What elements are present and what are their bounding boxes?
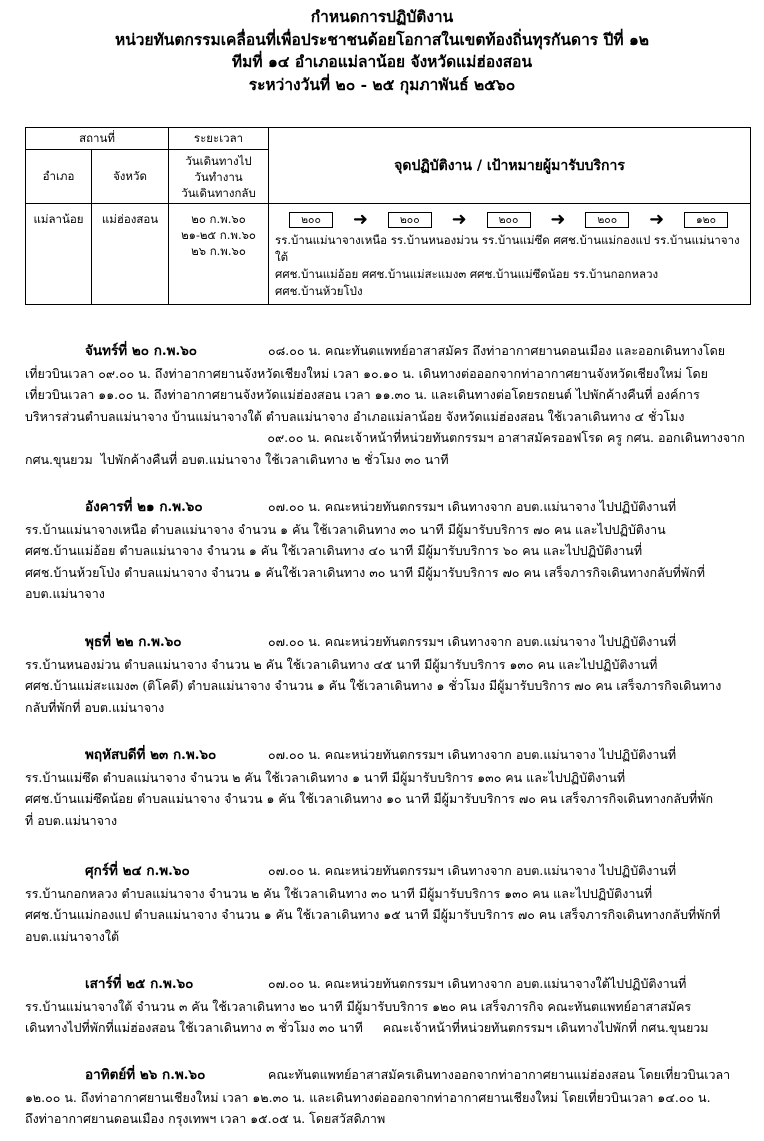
- day-heading: พุธที่ ๒๒ ก.พ.๖๐: [85, 634, 182, 650]
- day-first-line: [25, 1064, 750, 1087]
- title-line-1: กำหนดการปฏิบัติงาน: [310, 7, 454, 26]
- header-place: สถานที่: [26, 128, 169, 150]
- day-first-text: ๐๗.๐๐ น. คณะหน่วยทันตกรรมฯ เดินทางจาก อบต.แม่นาจาง ไปปฏิบัติงานที่: [268, 634, 677, 649]
- day-section: [25, 744, 750, 831]
- arrow-right-icon: ➜: [649, 209, 665, 230]
- day-text-line: กลับที่พักที่ อบต.แม่นาจาง: [25, 699, 165, 715]
- day-text-line: ศศช.บ้านแม่กองแป ตำบลแม่นาจาง จำนวน ๑ คัน ใช้เวลาเดินทาง ๑๕ นาที มีผู้มารับบริการ ๗๐ คน เสร็จภารกิจเดินทางกลับที่พักที่: [25, 907, 721, 923]
- day-text-line: อบต.แม่นาจาง: [25, 586, 105, 602]
- day-text-line: ศศช.บ้านแม่ซึดน้อย ตำบลแม่นาจาง จำนวน ๑ คัน ใช้เวลาเดินทาง ๑๐ นาที มีผู้มารับบริการ ๗๐ คน เสร็จภารกิจเดินทางกลับที่พัก: [25, 791, 714, 807]
- places-line: รร.บ้านแม่นาจางเหนือ รร.บ้านหนองม่วน รร.บ้านแม่ซึด ศศช.บ้านแม่กองแป รร.บ้านแม่นาจางใต้: [275, 233, 740, 264]
- day-text-line: รร.บ้านแม่ซึด ตำบลแม่นาจาง จำนวน ๒ คัน ใช้เวลาเดินทาง ๑ นาที มีผู้มารับบริการ ๑๓๐ คน และไปปฏิบัติงานที่: [25, 769, 626, 785]
- day-section: [25, 1064, 750, 1130]
- day-heading: พฤหัสบดีที่ ๒๓ ก.พ.๖๐: [85, 747, 217, 763]
- day-text-line: ศศช.บ้านห้วยโป่ง ตำบลแม่นาจาง จำนวน ๑ คันใช้เวลาเดินทาง ๓๐ นาที มีผู้มารับบริการ ๗๐ คน เสร็จภารกิจเดินทางกลับที่พักที่: [25, 564, 705, 580]
- day-text-line: ศศช.บ้านแม่อ้อย ตำบลแม่นาจาง จำนวน ๑ คัน ใช้เวลาเดินทาง ๔๐ นาที มีผู้มารับบริการ ๖๐ คน และไปปฏิบัติงานที่: [25, 543, 643, 559]
- day-text-line: บริหารส่วนตำบลแม่นาจาง บ้านแม่นาจางใต้ ตำบลแม่นาจาง อำเภอแม่ลาน้อย จังหวัดแม่ฮ่องสอน ใช้เวลาเดินทาง ๔ ชั่วโมง: [25, 408, 685, 424]
- day-first-text: ๐๘.๐๐ น. คณะทันตแพทย์อาสาสมัคร ถึงท่าอากาศยานดอนเมือง และออกเดินทางโดย: [268, 343, 726, 358]
- day-text-line: ๐๙.๐๐ น. คณะเจ้าหน้าที่หน่วยทันตกรรมฯ อาสาสมัครออฟโรด ครู กศน. ออกเดินทางจาก: [25, 430, 745, 446]
- day-first-line: [25, 744, 750, 767]
- day-heading: จันทร์ที่ ๒๐ ก.พ.๖๐: [85, 343, 198, 359]
- day-text-line: อบต.แม่นาจางใต้: [25, 928, 120, 944]
- day-text-line: รร.บ้านกอกหลวง ตำบลแม่นาจาง จำนวน ๒ คัน ใช้เวลาเดินทาง ๓๐ นาที มีผู้มารับบริการ ๑๓๐ คน และไปปฏิบัติงานที่: [25, 885, 653, 901]
- day-text-line: ๑๒.๐๐ น. ถึงท่าอากาศยานเชียงใหม่ เวลา ๑๒.๓๐ น. และเดินทางต่อออกจากท่าอากาศยานเชียงใหม่ โดยเที่ยวบินเวลา ๑๔.๐๐ น.: [25, 1089, 711, 1105]
- day-first-line: [25, 631, 750, 654]
- cell-targets: [269, 204, 751, 305]
- cell-province: แม่ฮ่องสอน: [92, 204, 169, 305]
- day-heading: ศุกร์ที่ ๒๔ ก.พ.๖๐: [85, 863, 190, 879]
- title-line-3: ทีมที่ ๑๔ อำเภอแม่ลาน้อย จังหวัดแม่ฮ่องสอน: [231, 52, 533, 71]
- target-box: ๒๐๐: [388, 212, 432, 228]
- arrow-right-icon: ➜: [352, 209, 368, 230]
- day-text-line: กศน.ขุนยวม ไปพักค้างคืนที่ อบต.แม่นาจาง ใช้เวลาเดินทาง ๒ ชั่วโมง ๓๐ นาที: [25, 451, 449, 467]
- day-first-line: [25, 496, 750, 519]
- day-text-line: เที่ยวบินเวลา ๐๙.๐๐ น. ถึงท่าอากาศยานจังหวัดเชียงใหม่ เวลา ๑๐.๑๐ น. เดินทางต่อออกจากท่าอากาศยานจังหวัดเชียงใหม่ โดย: [25, 365, 708, 381]
- day-heading: อังคารที่ ๒๑ ก.พ.๖๐: [85, 499, 203, 515]
- header-district: อำเภอ: [26, 150, 92, 204]
- header-period-sub: [169, 150, 269, 204]
- table-row: [26, 204, 751, 305]
- target-flow: [269, 204, 750, 232]
- day-text-line: รร.บ้านแม่นาจางเหนือ ตำบลแม่นาจาง จำนวน ๑ คัน ใช้เวลาเดินทาง ๓๐ นาที มีผู้มารับบริการ ๗๐ คน และไปปฏิบัติงาน: [25, 521, 666, 537]
- day-first-line: [25, 860, 750, 883]
- document-header: [0, 6, 764, 96]
- arrow-right-icon: ➜: [550, 209, 566, 230]
- title-line-4: ระหว่างวันที่ ๒๐ - ๒๕ กุมภาพันธ์ ๒๕๖๐: [248, 74, 516, 94]
- day-heading: เสาร์ที่ ๒๕ ก.พ.๖๐: [85, 976, 194, 992]
- day-section: [25, 340, 750, 471]
- header-target: จุดปฏิบัติงาน / เป้าหมายผู้มารับบริการ: [269, 128, 751, 204]
- period-return-label: วันเดินทางกลับ: [181, 185, 256, 200]
- day-first-line: [25, 340, 750, 363]
- arrow-right-icon: ➜: [451, 209, 467, 230]
- cell-district: แม่ลาน้อย: [26, 204, 92, 305]
- header-period: ระยะเวลา: [169, 128, 269, 150]
- service-places: [269, 232, 750, 304]
- day-text-line: เที่ยวบินเวลา ๑๑.๐๐ น. ถึงท่าอากาศยานจังหวัดแม่ฮ่องสอน เวลา ๑๑.๓๐ น. และเดินทางต่อโดยรถยนต์ ไปพักค้างคืนที่ องค์การ: [25, 387, 700, 403]
- date-return: ๒๖ ก.พ.๖๐: [191, 244, 246, 258]
- date-work: ๒๑-๒๕ ก.พ.๖๐: [181, 228, 256, 242]
- day-text-line: ศศช.บ้านแม่สะแมง๓ (ติโคดี) ตำบลแม่นาจาง จำนวน ๑ คัน ใช้เวลาเดินทาง ๑ ชั่วโมง มีผู้มารับบริการ ๗๐ คน เสร็จภารกิจเดินทาง: [25, 678, 722, 694]
- day-section: [25, 860, 750, 947]
- schedule-table: [25, 127, 751, 305]
- day-text-line: รร.บ้านหนองม่วน ตำบลแม่นาจาง จำนวน ๒ คัน ใช้เวลาเดินทาง ๔๕ นาที มีผู้มารับบริการ ๑๓๐ คน และไปปฏิบัติงานที่: [25, 656, 658, 672]
- day-section: [25, 973, 750, 1039]
- day-first-text: ๐๗.๐๐ น. คณะหน่วยทันตกรรมฯ เดินทางจาก อบต.แม่นาจาง ไปปฏิบัติงานที่: [268, 863, 677, 878]
- target-box: ๒๐๐: [289, 212, 333, 228]
- target-box: ๑๒๐: [684, 212, 728, 228]
- target-box: ๒๐๐: [487, 212, 531, 228]
- title-line-2: หน่วยทันตกรรมเคลื่อนที่เพื่อประชาชนด้อยโอกาสในเขตท้องถิ่นทุรกันดาร ปีที่ ๑๒: [114, 29, 650, 49]
- date-go: ๒๐ ก.พ.๖๐: [191, 212, 246, 226]
- period-work-label: วันทำงาน: [194, 169, 243, 184]
- day-first-text: ๐๗.๐๐ น. คณะหน่วยทันตกรรมฯ เดินทางจาก อบต.แม่นาจางใต้ไปปฏิบัติงานที่: [268, 976, 687, 991]
- places-line: ศศช.บ้านห้วยโป่ง: [275, 284, 363, 298]
- day-first-text: คณะทันตแพทย์อาสาสมัครเดินทางออกจากท่าอากาศยานแม่ฮ่องสอน โดยเที่ยวบินเวลา: [268, 1067, 731, 1082]
- cell-dates: [169, 204, 269, 305]
- day-first-text: ๐๗.๐๐ น. คณะหน่วยทันตกรรมฯ เดินทางจาก อบต.แม่นาจาง ไปปฏิบัติงานที่: [268, 499, 677, 514]
- day-section: [25, 496, 750, 605]
- header-province: จังหวัด: [92, 150, 169, 204]
- day-text-line: ที่ อบต.แม่นาจาง: [25, 812, 118, 828]
- day-section: [25, 631, 750, 718]
- day-text-line: ถึงท่าอากาศยานดอนเมือง กรุงเทพฯ เวลา ๑๕.๐๕ น. โดยสวัสดิภาพ: [25, 1111, 386, 1127]
- period-go-label: วันเดินทางไป: [185, 153, 252, 168]
- target-box: ๒๐๐: [585, 212, 629, 228]
- places-line: ศศช.บ้านแม่อ้อย ศศช.บ้านแม่สะแมง๓ ศศช.บ้านแม่ซึดน้อย รร.บ้านกอกหลวง: [275, 267, 659, 281]
- day-first-line: [25, 973, 750, 996]
- day-text-line: เดินทางไปที่พักที่แม่ฮ่องสอน ใช้เวลาเดินทาง ๓ ชั่วโมง ๓๐ นาที คณะเจ้าหน้าที่หน่วยทันตกรรมฯ เดินทางไปพักที่ กศน.ขุนยวม: [25, 1020, 709, 1036]
- day-heading: อาทิตย์ที่ ๒๖ ก.พ.๖๐: [85, 1067, 206, 1083]
- day-first-text: ๐๗.๐๐ น. คณะหน่วยทันตกรรมฯ เดินทางจาก อบต.แม่นาจาง ไปปฏิบัติงานที่: [268, 747, 677, 762]
- day-text-line: รร.บ้านแม่นาจางใต้ จำนวน ๓ คัน ใช้เวลาเดินทาง ๒๐ นาที มีผู้มารับบริการ ๑๒๐ คน เสร็จภารกิจ คณะทันตแพทย์อาสาสมัคร: [25, 998, 692, 1014]
